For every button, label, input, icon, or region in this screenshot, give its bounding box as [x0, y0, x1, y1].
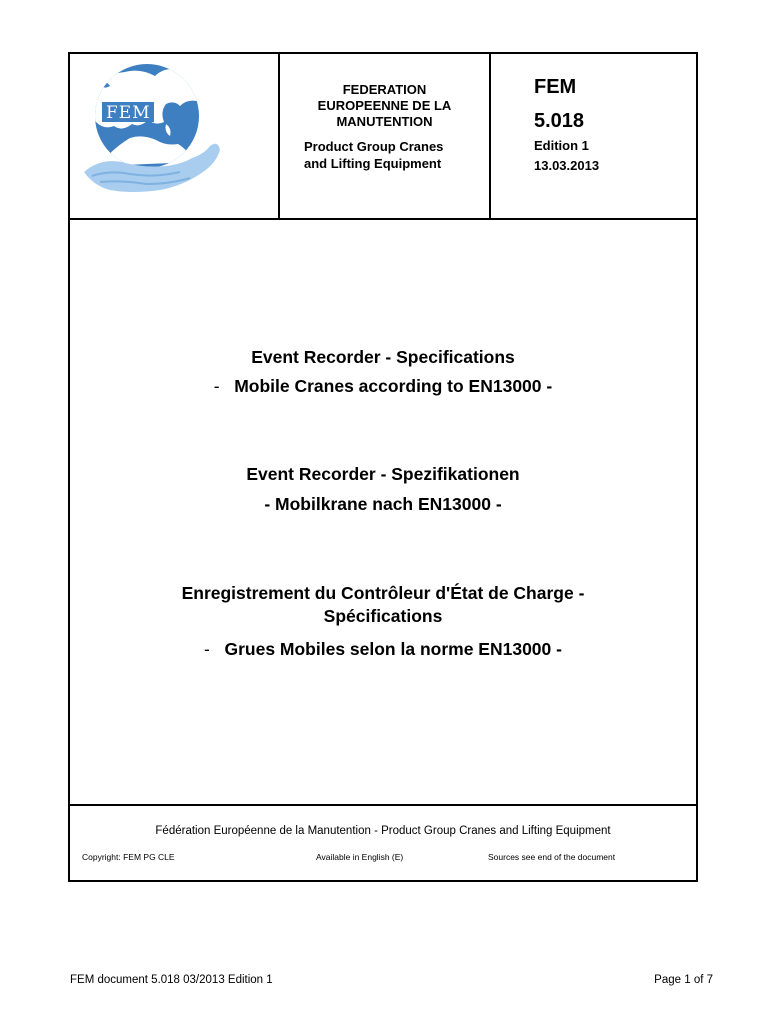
page-footer-left: FEM document 5.018 03/2013 Edition 1 — [70, 974, 273, 986]
page-number: Page 1 of 7 — [654, 974, 713, 986]
title-block — [70, 220, 696, 804]
logo-cell — [70, 54, 280, 218]
title-en-1: Event Recorder - Specifications — [251, 347, 515, 367]
title-fr-3-text: Grues Mobiles selon la norme EN13000 - — [224, 639, 562, 659]
organization-cell — [280, 54, 491, 218]
edition-date: 13.03.2013 — [534, 158, 600, 173]
header-table — [70, 54, 696, 220]
group-line: Product Group Cranes — [304, 139, 444, 154]
language-text: Available in English (E) — [316, 852, 404, 862]
logo-text: FEM — [106, 103, 151, 123]
title-fr-1: Enregistrement du Contrôleur d'État de Charge - — [181, 583, 585, 603]
product-group — [304, 138, 484, 172]
federation-line: Fédération Européenne de la Manutention - Product Group Cranes and Lifting Equipment — [155, 825, 611, 837]
fem-logo — [70, 54, 276, 216]
group-line: and Lifting Equipment — [304, 156, 442, 171]
sources-text: Sources see end of the document — [488, 852, 616, 862]
dash-text: - — [213, 376, 220, 396]
title-de-1: Event Recorder - Spezifikationen — [246, 464, 520, 484]
title-en-2-text: Mobile Cranes according to EN13000 - — [234, 376, 553, 396]
org-line: MANUTENTION — [336, 114, 433, 129]
doc-code: 5.018 — [534, 110, 585, 132]
title-de-2: - Mobilkrane nach EN13000 - — [264, 494, 502, 514]
document-id-cell — [491, 54, 696, 218]
document-number — [534, 70, 584, 138]
title-en-2 — [70, 375, 696, 397]
footer-block — [70, 804, 696, 880]
doc-prefix: FEM — [534, 76, 577, 98]
title-fr-2: Spécifications — [323, 606, 443, 626]
organization-name — [280, 82, 489, 130]
org-line: EUROPEENNE DE LA — [317, 98, 452, 113]
title-fr-3 — [70, 638, 696, 660]
org-line: FEDERATION — [342, 82, 427, 97]
document-frame — [68, 52, 698, 882]
edition-label: Edition 1 — [534, 138, 589, 153]
dash-text: - — [204, 639, 210, 659]
edition-info — [534, 136, 599, 176]
copyright-text: Copyright: FEM PG CLE — [82, 852, 175, 862]
